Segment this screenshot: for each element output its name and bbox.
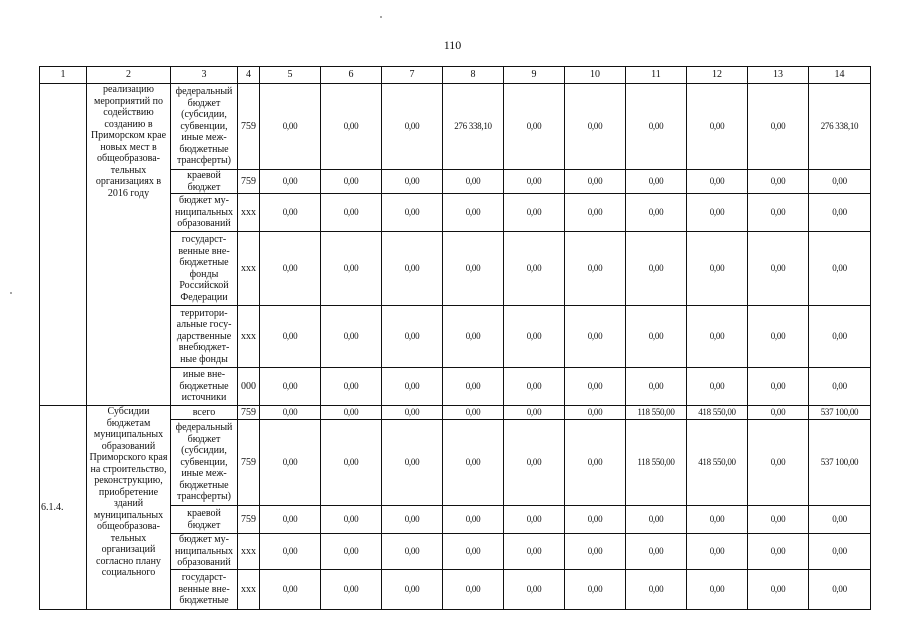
- value-cell: 0,00: [443, 420, 504, 506]
- value-cell: 0,00: [809, 232, 871, 306]
- budget-code: 759: [238, 506, 260, 534]
- value-cell: 0,00: [565, 368, 626, 406]
- value-cell: 0,00: [321, 232, 382, 306]
- budget-code: 000: [238, 368, 260, 406]
- value-cell: 0,00: [626, 306, 687, 368]
- item-number: 6.1.4.: [40, 406, 87, 610]
- value-cell: 0,00: [748, 420, 809, 506]
- value-cell: 0,00: [443, 534, 504, 570]
- value-cell: 0,00: [382, 506, 443, 534]
- value-cell: 0,00: [504, 232, 565, 306]
- value-cell: 0,00: [565, 570, 626, 610]
- value-cell: 0,00: [382, 368, 443, 406]
- budget-code: xxx: [238, 194, 260, 232]
- header-cell: 1: [40, 67, 87, 84]
- value-cell: 0,00: [321, 420, 382, 506]
- value-cell: 0,00: [443, 506, 504, 534]
- funding-source: всего: [171, 406, 238, 420]
- scan-speck: [380, 16, 382, 18]
- value-cell: 0,00: [260, 194, 321, 232]
- value-cell: 0,00: [382, 420, 443, 506]
- value-cell: 0,00: [260, 406, 321, 420]
- table-row: [40, 406, 871, 420]
- value-cell: 0,00: [626, 194, 687, 232]
- header-cell: 12: [687, 67, 748, 84]
- value-cell: 0,00: [504, 534, 565, 570]
- value-cell: 0,00: [321, 534, 382, 570]
- value-cell: 0,00: [565, 506, 626, 534]
- value-cell: 0,00: [382, 232, 443, 306]
- value-cell: 0,00: [443, 406, 504, 420]
- value-cell: 0,00: [809, 368, 871, 406]
- header-row: [40, 67, 871, 84]
- value-cell: 0,00: [321, 306, 382, 368]
- budget-code: xxx: [238, 232, 260, 306]
- value-cell: 0,00: [504, 194, 565, 232]
- header-cell: 7: [382, 67, 443, 84]
- value-cell: 0,00: [687, 170, 748, 194]
- value-cell: 0,00: [626, 232, 687, 306]
- funding-source: бюджет му-ниципальных образований: [171, 194, 238, 232]
- budget-code: 759: [238, 170, 260, 194]
- value-cell: 0,00: [626, 506, 687, 534]
- value-cell: 0,00: [443, 570, 504, 610]
- value-cell: 0,00: [504, 306, 565, 368]
- value-cell: 0,00: [809, 170, 871, 194]
- value-cell: 0,00: [260, 570, 321, 610]
- value-cell: 0,00: [565, 232, 626, 306]
- value-cell: 0,00: [382, 534, 443, 570]
- budget-code: xxx: [238, 306, 260, 368]
- value-cell: 0,00: [565, 406, 626, 420]
- value-cell: 0,00: [321, 170, 382, 194]
- value-cell: 118 550,00: [626, 406, 687, 420]
- value-cell: 0,00: [687, 232, 748, 306]
- value-cell: 0,00: [504, 406, 565, 420]
- header-cell: 6: [321, 67, 382, 84]
- value-cell: 0,00: [626, 170, 687, 194]
- value-cell: 0,00: [687, 534, 748, 570]
- budget-code: xxx: [238, 534, 260, 570]
- value-cell: 0,00: [748, 194, 809, 232]
- value-cell: 418 550,00: [687, 420, 748, 506]
- value-cell: 0,00: [626, 570, 687, 610]
- value-cell: 0,00: [565, 194, 626, 232]
- value-cell: 0,00: [809, 306, 871, 368]
- value-cell: 418 550,00: [687, 406, 748, 420]
- item-number-cell: [40, 84, 87, 406]
- value-cell: 0,00: [565, 170, 626, 194]
- value-cell: 0,00: [321, 194, 382, 232]
- value-cell: 0,00: [748, 170, 809, 194]
- value-cell: 0,00: [321, 368, 382, 406]
- value-cell: 0,00: [748, 506, 809, 534]
- header-cell: 10: [565, 67, 626, 84]
- value-cell: 0,00: [382, 406, 443, 420]
- value-cell: 0,00: [565, 306, 626, 368]
- value-cell: 0,00: [382, 194, 443, 232]
- value-cell: 0,00: [260, 420, 321, 506]
- value-cell: 0,00: [809, 506, 871, 534]
- value-cell: 118 550,00: [626, 420, 687, 506]
- value-cell: 0,00: [687, 506, 748, 534]
- header-cell: 14: [809, 67, 871, 84]
- value-cell: 0,00: [260, 368, 321, 406]
- value-cell: 0,00: [748, 84, 809, 170]
- value-cell: 0,00: [260, 534, 321, 570]
- value-cell: 0,00: [443, 306, 504, 368]
- value-cell: 0,00: [260, 170, 321, 194]
- value-cell: 0,00: [260, 506, 321, 534]
- header-cell: 9: [504, 67, 565, 84]
- value-cell: 0,00: [748, 534, 809, 570]
- header-cell: 5: [260, 67, 321, 84]
- value-cell: 0,00: [260, 232, 321, 306]
- value-cell: 0,00: [504, 368, 565, 406]
- value-cell: 0,00: [809, 534, 871, 570]
- value-cell: 0,00: [382, 306, 443, 368]
- value-cell: 0,00: [809, 570, 871, 610]
- value-cell: 0,00: [565, 84, 626, 170]
- value-cell: 0,00: [687, 570, 748, 610]
- page-number: 110: [443, 38, 462, 52]
- value-cell: 0,00: [321, 506, 382, 534]
- value-cell: 0,00: [321, 570, 382, 610]
- budget-code: 759: [238, 406, 260, 420]
- scan-speck: [10, 292, 12, 294]
- value-cell: 0,00: [565, 420, 626, 506]
- header-cell: 13: [748, 67, 809, 84]
- budget-table: [39, 66, 871, 610]
- value-cell: 0,00: [504, 570, 565, 610]
- value-cell: 537 100,00: [809, 420, 871, 506]
- value-cell: 0,00: [504, 170, 565, 194]
- value-cell: 537 100,00: [809, 406, 871, 420]
- value-cell: 0,00: [748, 306, 809, 368]
- value-cell: 0,00: [626, 534, 687, 570]
- header-cell: 2: [87, 67, 171, 84]
- budget-code: xxx: [238, 570, 260, 610]
- value-cell: 0,00: [382, 170, 443, 194]
- value-cell: 0,00: [443, 232, 504, 306]
- funding-source: территори-альные госу-дарственные внебюджет-ные фонды: [171, 306, 238, 368]
- value-cell: 0,00: [748, 368, 809, 406]
- value-cell: 0,00: [687, 368, 748, 406]
- value-cell: 0,00: [443, 170, 504, 194]
- value-cell: 0,00: [748, 406, 809, 420]
- value-cell: 0,00: [382, 84, 443, 170]
- header-cell: 11: [626, 67, 687, 84]
- funding-source: федеральный бюджет (субсидии, субвенции, иные меж-бюджетные трансферты): [171, 420, 238, 506]
- value-cell: 0,00: [687, 306, 748, 368]
- value-cell: 0,00: [260, 306, 321, 368]
- value-cell: 0,00: [321, 406, 382, 420]
- value-cell: 0,00: [443, 368, 504, 406]
- value-cell: 0,00: [626, 84, 687, 170]
- value-cell: 0,00: [565, 534, 626, 570]
- header-cell: 8: [443, 67, 504, 84]
- value-cell: 0,00: [504, 84, 565, 170]
- value-cell: 0,00: [504, 506, 565, 534]
- value-cell: 0,00: [504, 420, 565, 506]
- funding-source: государст-венные вне-бюджетные: [171, 570, 238, 610]
- funding-source: краевой бюджет: [171, 170, 238, 194]
- header-cell: 4: [238, 67, 260, 84]
- value-cell: 0,00: [687, 194, 748, 232]
- value-cell: 0,00: [321, 84, 382, 170]
- header-cell: 3: [171, 67, 238, 84]
- value-cell: 0,00: [260, 84, 321, 170]
- funding-source: государст-венные вне-бюджетные фонды Российской Федерации: [171, 232, 238, 306]
- value-cell: 276 338,10: [443, 84, 504, 170]
- item-description: Субсидии бюджетам муниципальных образований Приморского края на строительство, реконструкцию, приобретение зданий муниципальных общеобразова-тельных организаций согласно плану социального: [87, 406, 171, 610]
- value-cell: 0,00: [748, 232, 809, 306]
- value-cell: 0,00: [748, 570, 809, 610]
- value-cell: 0,00: [443, 194, 504, 232]
- funding-source: федеральный бюджет (субсидии, субвенции, иные меж-бюджетные трансферты): [171, 84, 238, 170]
- value-cell: 0,00: [687, 84, 748, 170]
- budget-code: 759: [238, 84, 260, 170]
- funding-source: бюджет му-ниципальных образований: [171, 534, 238, 570]
- funding-source: иные вне-бюджетные источники: [171, 368, 238, 406]
- value-cell: 0,00: [382, 570, 443, 610]
- item-description: реализацию мероприятий по содействию созданию в Приморском крае новых мест в общеобразова-тельных организациях в 2016 году: [87, 84, 171, 406]
- value-cell: 276 338,10: [809, 84, 871, 170]
- table-row: [40, 84, 871, 170]
- value-cell: 0,00: [626, 368, 687, 406]
- funding-source: краевой бюджет: [171, 506, 238, 534]
- value-cell: 0,00: [809, 194, 871, 232]
- budget-code: 759: [238, 420, 260, 506]
